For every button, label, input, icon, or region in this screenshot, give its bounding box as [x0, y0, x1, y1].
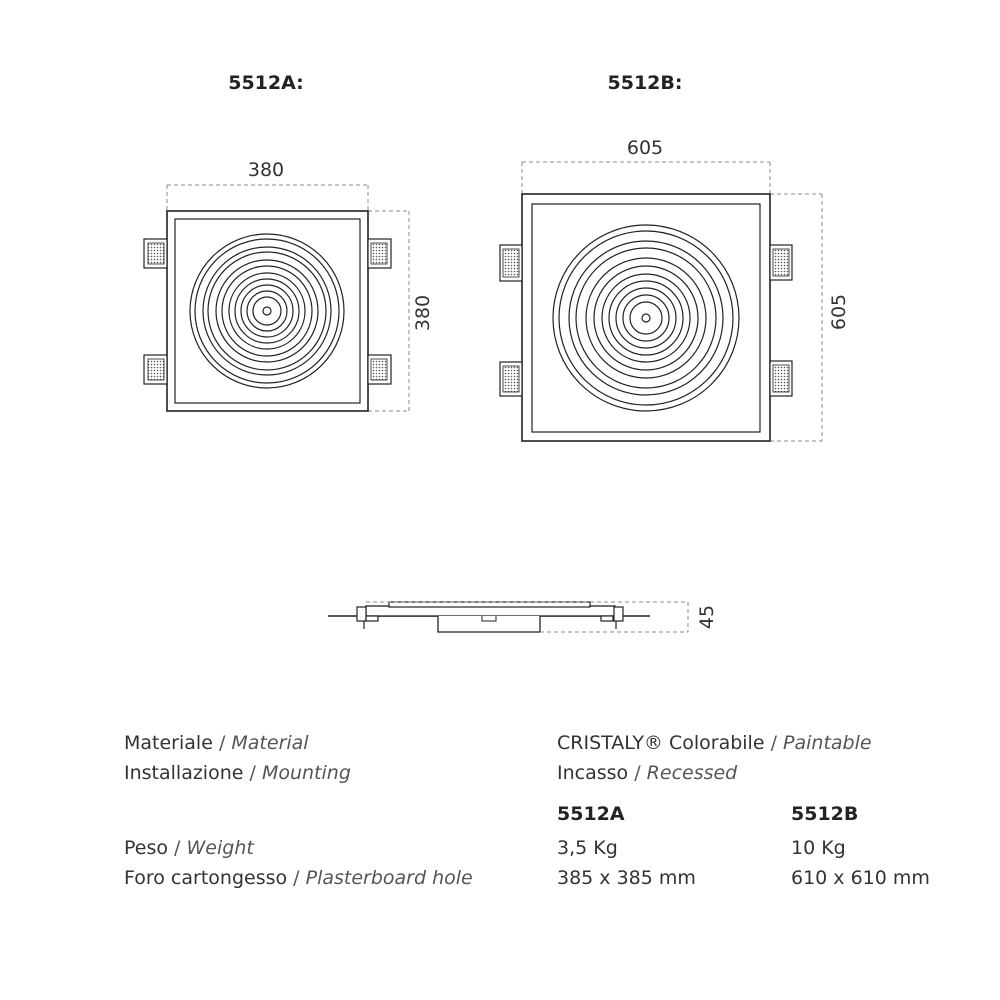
- profile-depth-label: 45: [696, 604, 718, 630]
- model-a-frame: [167, 211, 368, 411]
- weight-label-en: Weight: [186, 837, 254, 859]
- model-a-width-label: 380: [247, 159, 285, 181]
- hole-b-value: 610 x 610 mm: [791, 867, 930, 889]
- separator: /: [770, 732, 777, 754]
- hole-a-value: 385 x 385 mm: [557, 867, 696, 889]
- model-a-header: 5512A: [557, 803, 625, 825]
- profile-recess: [438, 616, 540, 632]
- hole-label-en: Plasterboard hole: [305, 867, 473, 889]
- separator: /: [249, 762, 256, 784]
- spec-material-value: [557, 734, 872, 753]
- spec-hole-label: [124, 869, 473, 888]
- mounting-label-it: Installazione: [124, 762, 244, 784]
- model-b-clips: [500, 245, 792, 396]
- weight-label-it: Peso: [124, 837, 168, 859]
- separator: /: [174, 837, 181, 859]
- material-label-it: Materiale: [124, 732, 213, 754]
- weight-a-value: 3,5 Kg: [557, 837, 618, 859]
- model-b-width-dimension: [522, 162, 770, 194]
- model-a-height-label: 380: [412, 294, 434, 332]
- separator: /: [293, 867, 300, 889]
- mounting-value-en: Recessed: [646, 762, 738, 784]
- model-a-rings: [190, 234, 344, 388]
- hole-label-it: Foro cartongesso: [124, 867, 288, 889]
- separator: /: [634, 762, 641, 784]
- model-b-inner-frame: [532, 204, 760, 432]
- separator: /: [218, 732, 226, 754]
- material-value-en: Paintable: [783, 732, 872, 754]
- model-b-drawing: [500, 72, 850, 441]
- model-a-width-dimension: [167, 185, 368, 212]
- spec-mounting-label: [124, 764, 351, 783]
- material-value-it: CRISTALY® Colorabile: [557, 732, 765, 754]
- model-a-drawing: [144, 72, 434, 411]
- model-b-rings: [553, 225, 739, 411]
- mounting-value-it: Incasso: [557, 762, 629, 784]
- spec-material-label: [124, 734, 309, 753]
- model-b-height-dimension: [770, 194, 822, 441]
- model-b-height-label: 605: [828, 293, 850, 331]
- material-label-en: Material: [231, 732, 309, 754]
- profile-top: [389, 602, 590, 607]
- mounting-label-en: Mounting: [261, 762, 351, 784]
- spec-mounting-value: [557, 764, 737, 783]
- weight-b-value: 10 Kg: [791, 837, 846, 859]
- model-b-width-label: 605: [626, 137, 664, 159]
- spec-weight-label: [124, 839, 254, 858]
- side-profile-drawing: [328, 602, 718, 632]
- model-b-header: 5512B: [791, 803, 859, 825]
- model-a-title: 5512A:: [228, 72, 304, 94]
- model-b-title: 5512B:: [607, 72, 683, 94]
